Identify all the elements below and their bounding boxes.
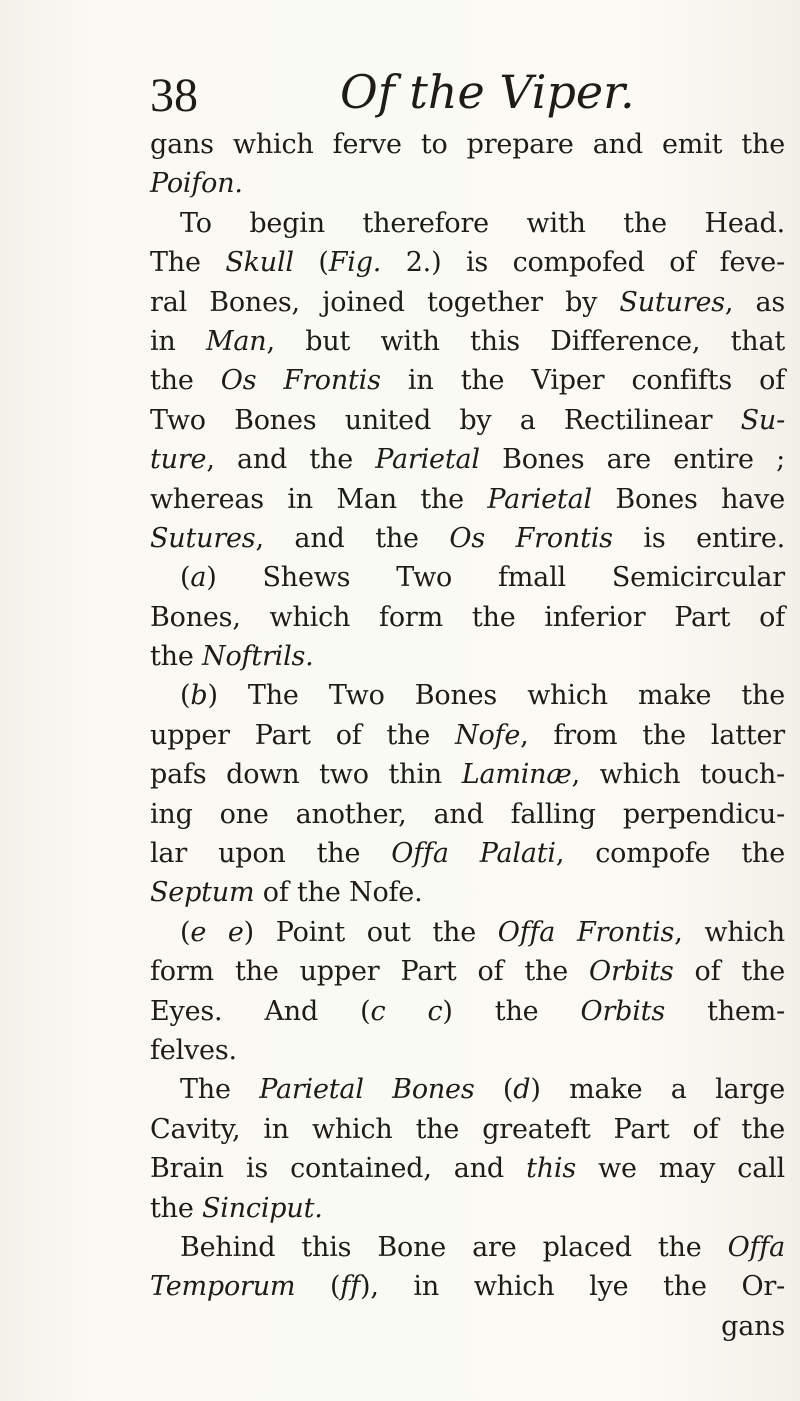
italic-text: Sinciput. (202, 1192, 323, 1224)
running-title: Of the Viper. (340, 65, 635, 119)
text-line (150, 204, 785, 243)
text-span: , from the latter (520, 719, 785, 751)
italic-text: Temporum (150, 1271, 296, 1303)
italic-text: this (526, 1153, 576, 1185)
text-span: ( (180, 916, 191, 948)
text-line (150, 401, 785, 440)
text-span: the (150, 365, 221, 397)
text-span: ( (295, 1271, 341, 1303)
text-span: gans which ferve to prepare and emit the (150, 129, 785, 160)
text-span: ( (180, 680, 191, 712)
text-line (150, 480, 785, 519)
text-span: , and the (206, 444, 376, 476)
text-line (150, 716, 785, 755)
text-span: ral Bones, joined together by (150, 286, 620, 318)
text-span: 2.) is compofed of feve- (381, 247, 785, 279)
text-span: in the Viper confifts of (380, 365, 785, 397)
text-line (150, 1189, 785, 1228)
italic-text: Nofe (455, 719, 521, 751)
text-line (150, 243, 785, 282)
text-span: ( (474, 1074, 514, 1106)
italic-text: Poifon. (150, 168, 243, 200)
text-line (150, 361, 785, 400)
text-span: ) make a large (530, 1074, 785, 1106)
text-line (150, 125, 785, 164)
text-span: lar upon the (150, 838, 392, 870)
text-line (150, 1031, 785, 1070)
text-span: Bones are entire ; (479, 444, 785, 476)
text-span: , which (674, 916, 785, 948)
italic-text: Sutures (619, 286, 725, 318)
italic-text: Sutures (150, 522, 256, 554)
text-line (150, 598, 785, 637)
italic-text: e e (190, 916, 244, 948)
italic-text: Offa Palati (391, 838, 556, 870)
text-line (150, 913, 785, 952)
italic-text: Orbits (580, 995, 665, 1027)
italic-text: Laminæ (461, 759, 572, 791)
text-span: To begin therefore with the Head. (180, 207, 785, 239)
text-span: ing one another, and falling perpendicu- (150, 798, 785, 830)
text-line (150, 1267, 785, 1306)
text-line (150, 992, 785, 1031)
italic-text: Os Frontis (449, 522, 613, 554)
page-number: 38 (150, 69, 198, 122)
text-span: , and the (255, 522, 450, 554)
text-span: , which touch- (571, 759, 785, 791)
italic-text: b (190, 680, 208, 712)
text-span: , as (724, 286, 785, 318)
text-line (150, 834, 785, 873)
text-span: Bones have (591, 483, 785, 515)
text-span: , compofe the (555, 838, 785, 870)
text-span: ) the (442, 995, 581, 1027)
italic-text: Septum (150, 877, 255, 909)
text-span: upper Part of the (150, 719, 456, 751)
italic-text: Fig. (328, 247, 382, 279)
text-span: is entire. (612, 522, 785, 554)
text-line (150, 1228, 785, 1267)
text-line (150, 558, 785, 597)
italic-text: a (190, 562, 207, 594)
text-span: gans (721, 1310, 785, 1342)
text-line (150, 283, 785, 322)
italic-text: Offa (727, 1231, 785, 1263)
text-span: , but with this Difference, that (266, 325, 785, 357)
text-span: felves. (150, 1034, 237, 1066)
text-span: Behind this Bone are placed the (180, 1231, 728, 1263)
text-span: of the Nofe. (254, 877, 423, 909)
italic-text: Skull (225, 247, 294, 279)
italic-text: Parietal (487, 483, 592, 515)
italic-text: Os Frontis (220, 365, 381, 397)
text-span: The (180, 1074, 260, 1106)
text-span: of the (673, 956, 786, 988)
italic-text: Su- (740, 404, 785, 436)
text-span: Eyes. And ( (150, 995, 371, 1027)
text-span: ) Point out the (243, 916, 498, 948)
italic-text: Parietal Bones (259, 1074, 475, 1106)
italic-text: d (513, 1074, 531, 1106)
text-span: in (150, 325, 206, 357)
text-line (150, 676, 785, 715)
text-line (150, 1110, 785, 1149)
text-line (150, 873, 785, 912)
italic-text: Offa Frontis (497, 916, 675, 948)
text-span: whereas in Man the (150, 483, 488, 515)
text-line (150, 637, 785, 676)
italic-text: Parietal (375, 444, 480, 476)
text-line (150, 795, 785, 834)
text-line (150, 952, 785, 991)
text-span: Two Bones united by a Rectilinear (150, 404, 741, 436)
italic-text: Man (205, 325, 267, 357)
text-line (150, 755, 785, 794)
text-span: Bones, which form the inferior Part of (150, 601, 785, 633)
text-line (150, 322, 785, 361)
text-line (150, 440, 785, 479)
text-span: ( (180, 562, 191, 594)
italic-text: Noftrils. (202, 641, 314, 673)
italic-text: c c (370, 995, 443, 1027)
text-line (150, 1149, 785, 1188)
text-span: the (150, 641, 203, 673)
text-line (150, 1307, 785, 1346)
text-span: ), in which lye the Or- (360, 1271, 786, 1303)
text-span: ) The Two Bones which make the (207, 680, 785, 712)
text-span: Cavity, in which the greateft Part of the (150, 1113, 785, 1145)
text-span: the (150, 1192, 203, 1224)
text-span: form the upper Part of the (150, 956, 590, 988)
italic-text: ff (340, 1271, 360, 1303)
text-span: The (150, 247, 226, 279)
italic-text: ture (150, 444, 207, 476)
text-span: we may call (576, 1153, 785, 1185)
text-span: ) Shews Two fmall Semicircular (206, 562, 785, 594)
text-span: Brain is contained, and (150, 1153, 527, 1185)
italic-text: Orbits (589, 956, 674, 988)
text-span: ( (293, 247, 329, 279)
text-line (150, 164, 785, 203)
text-line (150, 1070, 785, 1109)
text-span: pafs down two thin (150, 759, 462, 791)
body-text (150, 125, 785, 1346)
text-line (150, 519, 785, 558)
text-span: them- (664, 995, 786, 1027)
